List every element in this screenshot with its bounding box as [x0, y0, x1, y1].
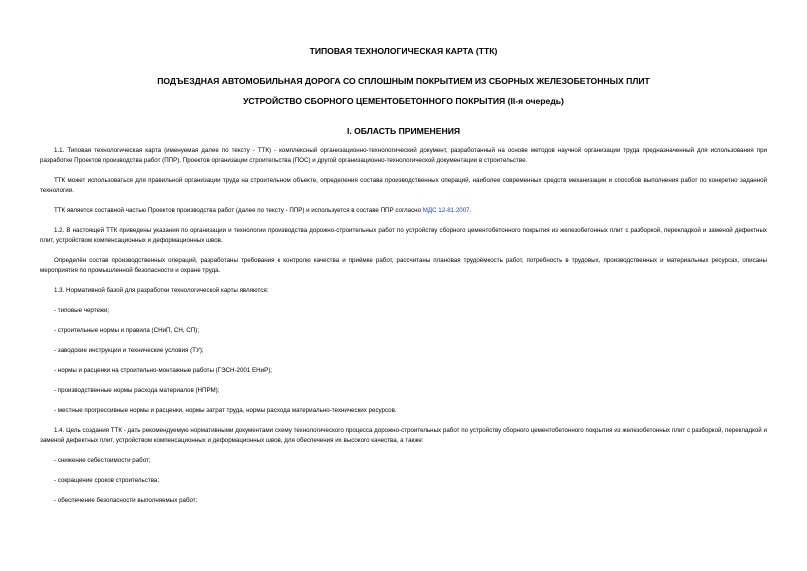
- list-item: - нормы и расценки на строительно-монтажные работы (ГЭСН-2001 ЕНиР);: [54, 367, 272, 374]
- paragraph-ttk-component: [40, 206, 767, 216]
- mds-link[interactable]: МДС 12-81.2007: [422, 207, 470, 214]
- document-title: ТИПОВАЯ ТЕХНОЛОГИЧЕСКАЯ КАРТА (ТТК): [309, 46, 498, 56]
- document-subtitle-2: УСТРОЙСТВО СБОРНОГО ЦЕМЕНТОБЕТОННОГО ПОКРЫТИЯ (II-я очередь): [243, 96, 564, 106]
- document-body: [40, 146, 767, 516]
- document-subtitle-1: ПОДЪЕЗДНАЯ АВТОМОБИЛЬНАЯ ДОРОГА СО СПЛОШНЫМ ПОКРЫТИЕМ ИЗ СБОРНЫХ ЖЕЛЕЗОБЕТОННЫХ ПЛИТ: [157, 76, 650, 86]
- list-item: - строительные нормы и правила (СНиП, СН, СП);: [54, 327, 199, 334]
- paragraph-ttk-usage: ТТК может использоваться для правильной организации труда на строительном объекте, определения состава производственных операций, наиболее современных средств механизации и способов выполнения работ по конкретно заданной технологии.: [40, 177, 767, 194]
- paragraph-ttk-component-end: .: [469, 207, 472, 214]
- paragraph-1-4: 1.4. Цель создания ТТК - дать рекомендуемую нормативными документами схему технологического процесса дорожно-строительных работ по устройству сборного цементобетонного покрытия из железобетонных плит с разборкой, перекладкой и заменой дефектных плит, устройством компенсационных и деформационных швов, для обеспечения их высокого качества, а также:: [40, 427, 767, 444]
- list-item: - снижение себестоимости работ;: [54, 457, 151, 464]
- paragraph-1-1: 1.1. Типовая технологическая карта (именуемая далее по тексту - ТТК) - комплексный организационно-технологический документ, разработанный на основе методов научной организации труда предназначенный для использования при разработке Проектов производства работ (ППР), Проектов организации строительства (ПОС) и другой организационно-технологической документации в строительстве.: [40, 147, 767, 164]
- list-item: - производственные нормы расхода материалов (НПРМ);: [54, 387, 220, 394]
- list-item: - сокращение сроков строительства;: [54, 477, 160, 484]
- list-item: - типовые чертежи;: [54, 307, 110, 314]
- list-item: - обеспечение безопасности выполняемых работ;: [54, 497, 198, 504]
- section-heading: I. ОБЛАСТЬ ПРИМЕНЕНИЯ: [346, 126, 461, 136]
- list-item: - местные прогрессивные нормы и расценки, нормы затрат труда, нормы расхода материально-технических ресурсов.: [54, 407, 397, 414]
- list-item: - заводские инструкции и технические условия (ТУ);: [54, 347, 204, 354]
- paragraph-composition: Определён состав производственных операций, разработаны требования к контролю качества и приёмке работ, рассчитаны плановая трудоёмкость работ, потребность в трудовых, производственных и материальных ресурсах, описаны мероприятия по промышленной безопасности и охране труда.: [40, 257, 767, 274]
- paragraph-ttk-component-text: ТТК является составной частью Проектов производства работ (далее по тексту - ППР) и используется в составе ППР согласно: [54, 207, 423, 214]
- paragraph-1-3: 1.3. Нормативной базой для разработки технологической карты являются:: [54, 287, 269, 294]
- paragraph-1-2: 1.2. В настоящей ТТК приведены указания по организации и технологии производства дорожно-строительных работ по устройству сборного цементобетонного покрытия из железобетонных плит с разборкой, перекладкой и заменой дефектных плит, устройством компенсационных и деформационных швов.: [40, 227, 767, 244]
